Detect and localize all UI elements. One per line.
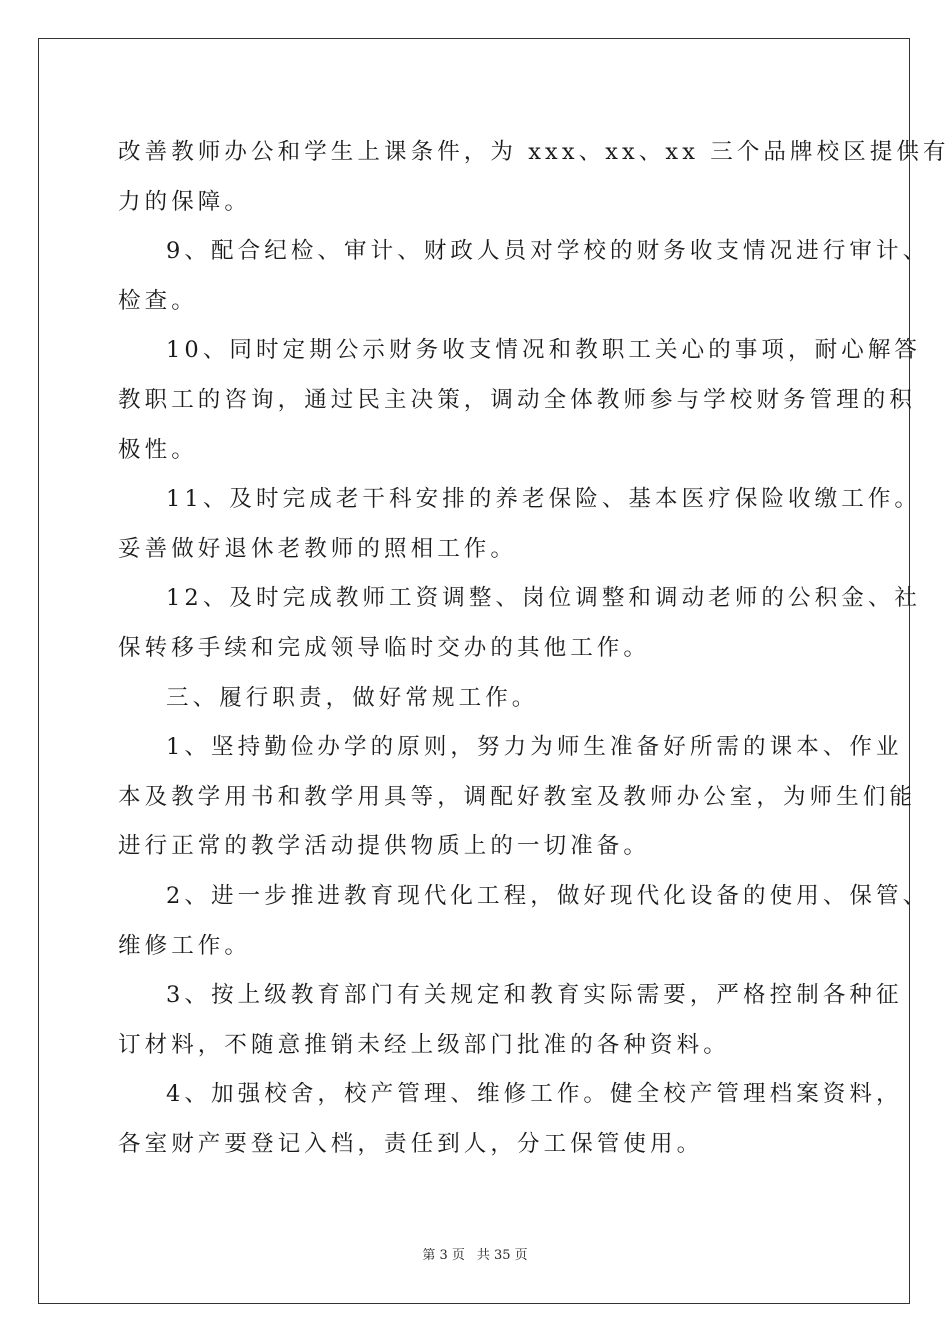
text-line: 极性。 [118, 436, 198, 463]
text-line: 10、同时定期公示财务收支情况和教职工关心的事项，耐心解答 [166, 337, 922, 364]
text-line: 订材料，不随意推销未经上级部门批准的各种资料。 [118, 1031, 730, 1058]
text-line: 教职工的咨询，通过民主决策，调动全体教师参与学校财务管理的积 [118, 386, 917, 413]
text-line: 力的保障。 [118, 188, 252, 215]
text-line: 12、及时完成教师工资调整、岗位调整和调动老师的公积金、社 [166, 585, 922, 612]
section-heading: 三、履行职责，做好常规工作。 [166, 684, 539, 711]
page-total: 共 35 页 [476, 1248, 528, 1263]
page-number: 第 3 页 [422, 1248, 465, 1263]
text-line: 11、及时完成老干科安排的养老保险、基本医疗保险收缴工作。 [166, 486, 922, 513]
text-line: 9、配合纪检、审计、财政人员对学校的财务收支情况进行审计、 [166, 238, 930, 265]
text-line: 进行正常的教学活动提供物质上的一切准备。 [118, 833, 651, 860]
text-line: 2、进一步推进教育现代化工程，做好现代化设备的使用、保管、 [166, 882, 930, 909]
text-line: 妥善做好退休老教师的照相工作。 [118, 535, 518, 562]
text-line: 维修工作。 [118, 932, 252, 959]
text-line: 本及教学用书和教学用具等，调配好教室及教师办公室，为师生们能 [118, 783, 917, 810]
text-line: 1、坚持勤俭办学的原则，努力为师生准备好所需的课本、作业 [166, 734, 903, 761]
document-body [118, 128, 950, 1169]
page-footer [0, 1244, 950, 1263]
text-line: 各室财产要登记入档，责任到人，分工保管使用。 [118, 1130, 704, 1157]
text-line: 保转移手续和完成领导临时交办的其他工作。 [118, 634, 651, 661]
text-line: 3、按上级教育部门有关规定和教育实际需要，严格控制各种征 [166, 982, 903, 1009]
text-line: 改善教师办公和学生上课条件，为 xxx、xx、xx 三个品牌校区提供有 [118, 139, 950, 165]
text-line: 4、加强校舍，校产管理、维修工作。健全校产管理档案资料， [166, 1081, 903, 1108]
text-line: 检查。 [118, 287, 198, 314]
